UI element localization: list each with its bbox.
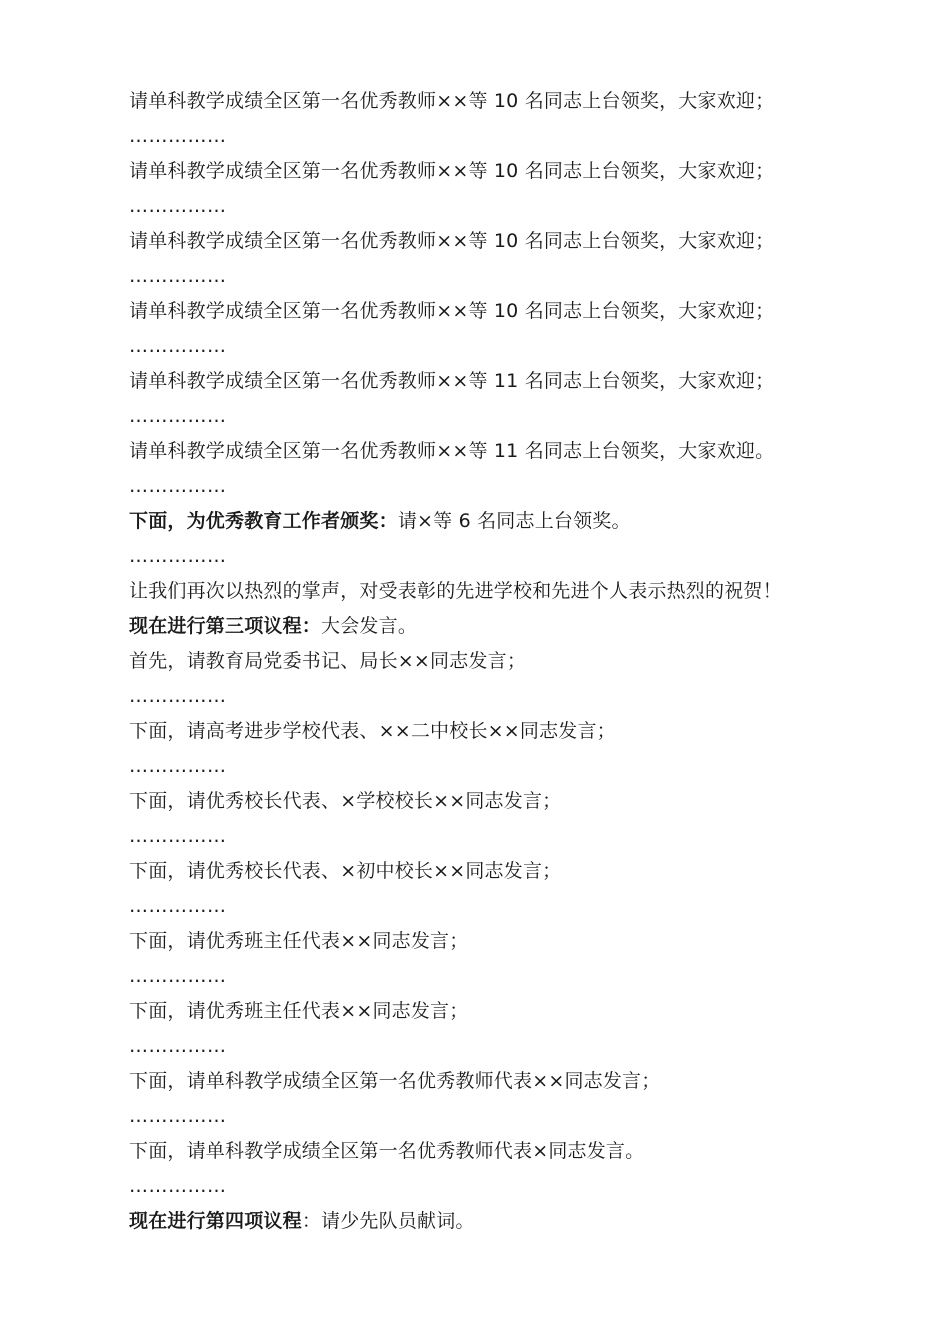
paragraph-line: 请单科教学成绩全区第一名优秀教师××等 10 名同志上台领奖，大家欢迎； [129,90,775,112]
ellipsis-placeholder: …………… [129,965,227,987]
paragraph-line: 下面，请优秀校长代表、×学校校长××同志发言； [129,790,562,812]
paragraph-line: 下面，请优秀班主任代表××同志发言； [129,930,469,952]
ellipsis-placeholder: …………… [129,475,227,497]
document-body [129,84,889,1239]
bold-lead-text: 下面，为优秀教育工作者颁奖： [129,510,398,532]
paragraph-line: 让我们再次以热烈的掌声，对受表彰的先进学校和先进个人表示热烈的祝贺！ [129,580,782,602]
ellipsis-placeholder: …………… [129,195,227,217]
paragraph-line: 下面，请优秀班主任代表××同志发言； [129,1000,469,1022]
ellipsis-placeholder: …………… [129,545,227,567]
ellipsis-placeholder: …………… [129,685,227,707]
ellipsis-placeholder: …………… [129,405,227,427]
ellipsis-placeholder: …………… [129,755,227,777]
agenda-heading-line [129,504,889,539]
paragraph-line: 请单科教学成绩全区第一名优秀教师××等 10 名同志上台领奖，大家欢迎； [129,300,775,322]
ellipsis-placeholder: …………… [129,895,227,917]
paragraph-line: 请单科教学成绩全区第一名优秀教师××等 11 名同志上台领奖，大家欢迎； [129,370,775,392]
bold-lead-text: 现在进行第三项议程： [129,615,322,637]
line-body-text: 请×等 6 名同志上台领奖。 [397,510,631,532]
ellipsis-placeholder: …………… [129,825,227,847]
ellipsis-placeholder: …………… [129,265,227,287]
paragraph-line: 请单科教学成绩全区第一名优秀教师××等 10 名同志上台领奖，大家欢迎； [129,160,775,182]
paragraph-line: 下面，请优秀校长代表、×初中校长××同志发言； [129,860,562,882]
paragraph-line: 下面，请高考进步学校代表、××二中校长××同志发言； [129,720,616,742]
paragraph-line: 首先，请教育局党委书记、局长××同志发言； [129,650,527,672]
ellipsis-placeholder: …………… [129,125,227,147]
ellipsis-placeholder: …………… [129,1175,227,1197]
line-body-text: 大会发言。 [321,615,418,637]
line-body-text: ：请少先队员献词。 [301,1210,475,1232]
bold-lead-text: 现在进行第四项议程 [129,1210,302,1232]
paragraph-line: 下面，请单科教学成绩全区第一名优秀教师代表××同志发言； [129,1070,661,1092]
agenda-heading-line [129,609,889,644]
ellipsis-placeholder: …………… [129,1035,227,1057]
ellipsis-placeholder: …………… [129,335,227,357]
ellipsis-placeholder: …………… [129,1105,227,1127]
paragraph-line: 下面，请单科教学成绩全区第一名优秀教师代表×同志发言。 [129,1140,645,1162]
paragraph-line: 请单科教学成绩全区第一名优秀教师××等 10 名同志上台领奖，大家欢迎； [129,230,775,252]
agenda-heading-line [129,1204,889,1239]
paragraph-line: 请单科教学成绩全区第一名优秀教师××等 11 名同志上台领奖，大家欢迎。 [129,440,775,462]
